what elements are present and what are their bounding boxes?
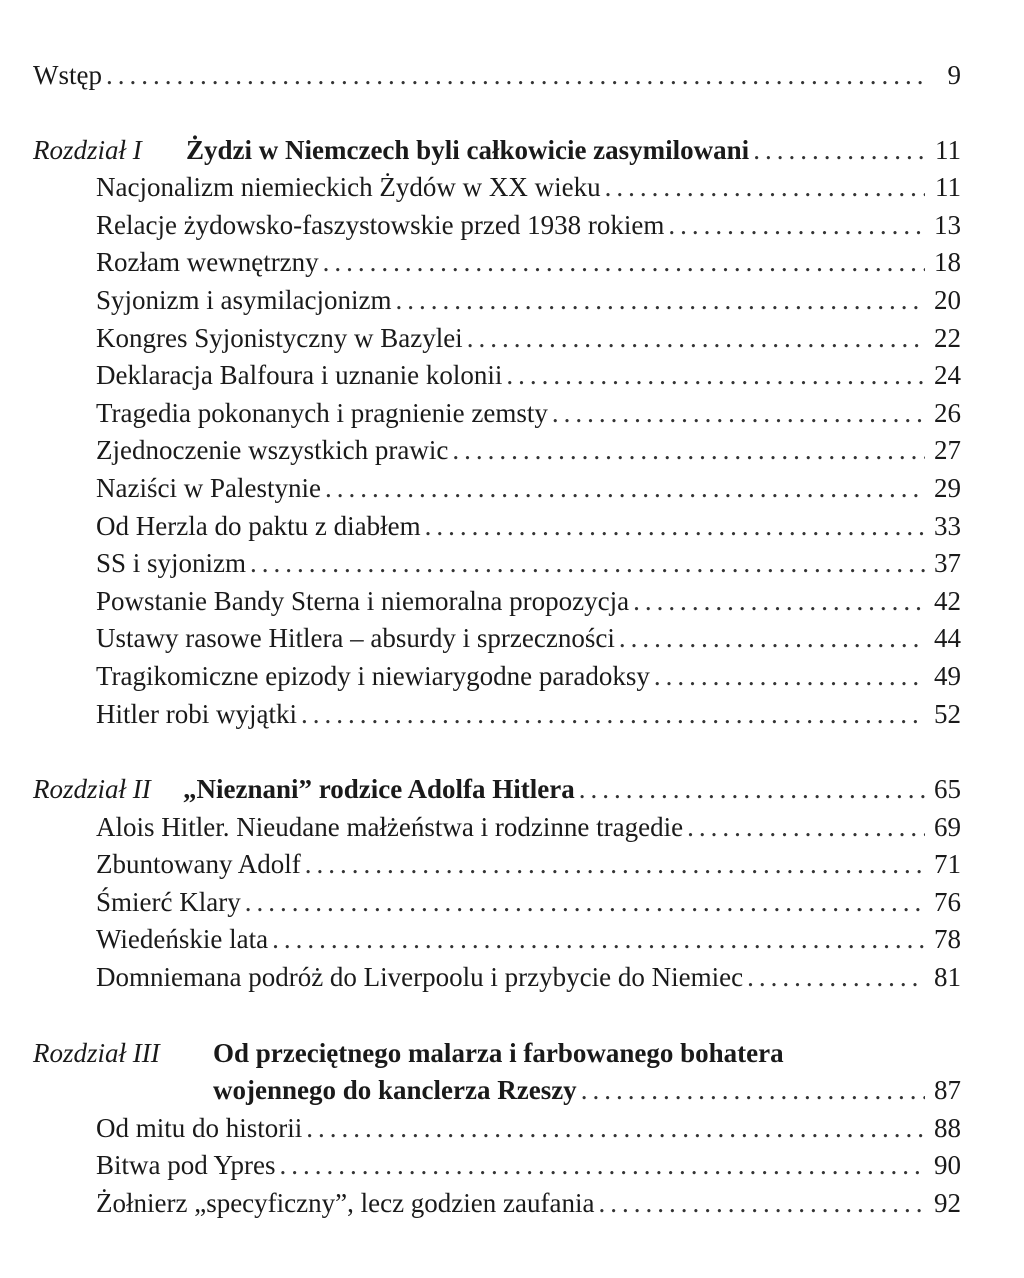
toc-entry-title: Tragikomiczne epizody i niewiarygodne paradoksy: [96, 660, 650, 691]
toc-entry-title: Rozłam wewnętrzny: [96, 247, 319, 278]
toc-page-number: 65: [934, 774, 961, 805]
toc-entry: [33, 244, 961, 282]
dot-leader: [306, 1110, 925, 1148]
dot-leader: [668, 207, 925, 245]
toc-entry: [33, 620, 961, 658]
toc-entry-title: Zbuntowany Adolf: [96, 849, 301, 880]
toc-page-number: 71: [934, 849, 961, 880]
toc-entry-title: Tragedia pokonanych i pragnienie zemsty: [96, 397, 548, 428]
toc-entry: [33, 1110, 961, 1148]
chapter-heading-1: [33, 132, 961, 170]
toc-entry: [33, 846, 961, 884]
toc-entry: [33, 207, 961, 245]
toc-page-number: 81: [934, 962, 961, 993]
toc-page-number: 69: [934, 811, 961, 842]
toc-page-number: 18: [934, 247, 961, 278]
toc-page-number: 42: [934, 585, 961, 616]
toc-entry-title: Alois Hitler. Nieudane małżeństwa i rodzinne tragedie: [96, 811, 684, 842]
toc-entry-title: Wstęp: [33, 60, 102, 90]
dot-leader: [506, 357, 925, 395]
toc-page-number: 20: [934, 284, 961, 315]
toc-entry: [33, 282, 961, 320]
toc-entry: [33, 884, 961, 922]
toc-page-number: 13: [934, 209, 961, 240]
chapter-label: Rozdział III: [33, 1037, 160, 1068]
toc-entry-title: Hitler robi wyjątki: [96, 698, 297, 729]
toc-page-number: 37: [934, 548, 961, 579]
chapter-heading-2: [33, 771, 961, 809]
toc-entry-title: Domniemana podróż do Liverpoolu i przybycie do Niemiec: [96, 962, 744, 993]
toc-entry: [33, 357, 961, 395]
toc-page-number: 52: [934, 698, 961, 729]
toc-entry-title: Powstanie Bandy Sterna i niemoralna propozycja: [96, 585, 630, 616]
chapter-title: „Nieznani” rodzice Adolfa Hitlera: [183, 774, 575, 805]
dot-leader: [323, 244, 925, 282]
toc-entry-intro: [33, 57, 961, 95]
toc-page-number: 24: [934, 360, 961, 391]
toc-entry: [33, 169, 961, 207]
toc-entry-title: Śmierć Klary: [96, 886, 241, 917]
toc-page-number: 33: [934, 510, 961, 541]
dot-leader: [633, 583, 925, 621]
dot-leader: [325, 470, 925, 508]
dot-leader: [605, 169, 925, 207]
dot-leader: [106, 57, 925, 95]
chapter-label: Rozdział II: [33, 774, 151, 805]
toc-entry: [33, 1147, 961, 1185]
toc-entry: [33, 432, 961, 470]
toc-page-number: 26: [934, 397, 961, 428]
toc-entry: [33, 320, 961, 358]
toc-entry-title: SS i syjonizm: [96, 548, 247, 579]
toc-page-number: 9: [947, 60, 961, 90]
dot-leader: [687, 809, 925, 847]
dot-leader: [747, 959, 925, 997]
chapter-heading-3: [33, 1035, 961, 1073]
dot-leader: [581, 1072, 925, 1110]
chapter-label: Rozdział I: [33, 134, 142, 165]
toc-page-number: 49: [934, 660, 961, 691]
toc-page-number: 44: [934, 623, 961, 654]
toc-page-number: 87: [934, 1075, 961, 1106]
dot-leader: [395, 282, 925, 320]
toc-entry-title: Od Herzla do paktu z diabłem: [96, 510, 421, 541]
toc-entry: [33, 658, 961, 696]
dot-leader: [301, 696, 925, 734]
toc-entry: [33, 809, 961, 847]
toc-entry-title: Naziści w Palestynie: [96, 472, 321, 503]
toc-page-number: 11: [935, 172, 961, 203]
toc-entry: [33, 583, 961, 621]
chapter-3-sections: [33, 1110, 961, 1223]
chapter-1-sections: [33, 169, 961, 733]
chapter-title-line-1: Od przeciętnego malarza i farbowanego bohatera: [213, 1037, 784, 1068]
toc-entry: [33, 696, 961, 734]
toc-entry-title: Kongres Syjonistyczny w Bazylei: [96, 322, 463, 353]
dot-leader: [425, 508, 925, 546]
toc-entry-title: Zjednoczenie wszystkich prawic: [96, 435, 449, 466]
toc-page-number: 88: [934, 1112, 961, 1143]
dot-leader: [552, 395, 925, 433]
toc-entry: [33, 959, 961, 997]
dot-leader: [272, 921, 925, 959]
toc-page-number: 11: [935, 134, 961, 165]
toc-page-number: 22: [934, 322, 961, 353]
toc-page-number: 90: [934, 1150, 961, 1181]
dot-leader: [598, 1185, 925, 1223]
dot-leader: [452, 432, 925, 470]
dot-leader: [654, 658, 925, 696]
chapter-heading-3-continuation: [33, 1072, 961, 1110]
dot-leader: [579, 771, 925, 809]
toc-entry-title: Żołnierz „specyficzny”, lecz godzien zaufania: [96, 1188, 595, 1219]
toc-entry: [33, 470, 961, 508]
dot-leader: [753, 132, 925, 170]
toc-entry-title: Ustawy rasowe Hitlera – absurdy i sprzeczności: [96, 623, 615, 654]
toc-entry: [33, 1185, 961, 1223]
dot-leader: [280, 1147, 926, 1185]
toc-page-number: 76: [934, 886, 961, 917]
chapter-title: Żydzi w Niemczech byli całkowicie zasymilowani: [186, 134, 750, 165]
toc-entry: [33, 395, 961, 433]
toc-entry-title: Bitwa pod Ypres: [96, 1150, 276, 1181]
toc-entry: [33, 921, 961, 959]
table-of-contents: [33, 57, 961, 1223]
toc-page-number: 78: [934, 924, 961, 955]
chapter-title-line-2: wojennego do kanclerza Rzeszy: [213, 1075, 577, 1106]
toc-entry-title: Wiedeńskie lata: [96, 924, 269, 955]
toc-entry-title: Deklaracja Balfoura i uznanie kolonii: [96, 360, 503, 391]
toc-page-number: 27: [934, 435, 961, 466]
dot-leader: [305, 846, 925, 884]
toc-entry: [33, 508, 961, 546]
chapter-2-sections: [33, 809, 961, 997]
toc-page-number: 29: [934, 472, 961, 503]
toc-entry-title: Relacje żydowsko-faszystowskie przed 1938 rokiem: [96, 209, 665, 240]
dot-leader: [619, 620, 925, 658]
toc-page-number: 92: [934, 1188, 961, 1219]
toc-entry-title: Syjonizm i asymilacjonizm: [96, 284, 392, 315]
toc-entry-title: Nacjonalizm niemieckich Żydów w XX wieku: [96, 172, 601, 203]
dot-leader: [467, 320, 925, 358]
dot-leader: [250, 545, 925, 583]
dot-leader: [245, 884, 925, 922]
toc-entry-title: Od mitu do historii: [96, 1112, 303, 1143]
toc-entry: [33, 545, 961, 583]
